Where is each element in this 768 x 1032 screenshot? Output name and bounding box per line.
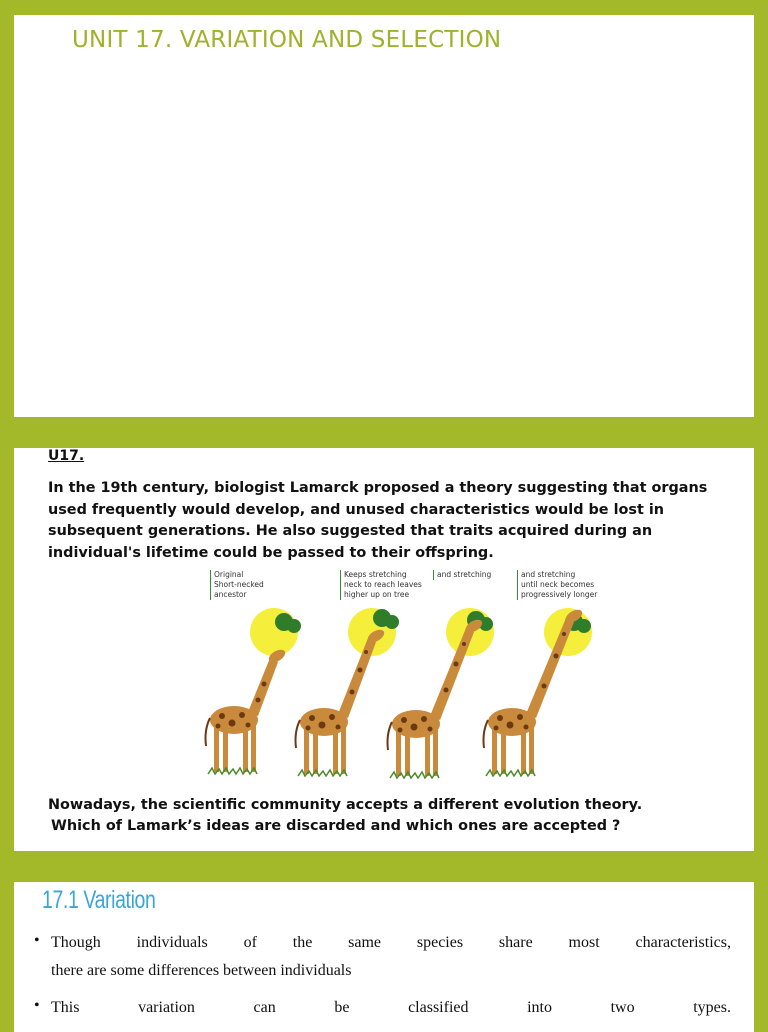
giraffe-2: [296, 627, 387, 776]
bullet-1-line-2: there are some differences between individuals: [51, 962, 352, 979]
bullet-dot: •: [34, 932, 40, 949]
caption-stage-4: and stretching until neck becomes progressively longer: [517, 570, 597, 600]
unit-label: U17.: [48, 448, 85, 464]
question-line-1: Nowadays, the scientific community accepts a different evolution theory.: [48, 797, 643, 813]
giraffe-evolution-illustration: [186, 570, 606, 782]
bullet-2-line-1: This variation can be classified into two types.: [51, 999, 731, 1016]
caption-stage-3: and stretching: [433, 570, 491, 580]
title-slide: [14, 15, 754, 417]
giraffe-drawings: [186, 570, 606, 782]
caption-stage-1: Original Short-necked ancestor: [210, 570, 264, 600]
giraffe-3: [388, 617, 485, 778]
giraffe-1: [206, 647, 288, 774]
unit-title: UNIT 17. VARIATION AND SELECTION: [72, 27, 502, 53]
section-title: 17.1 Variation: [42, 886, 156, 914]
paragraph-line: individual's lifetime could be passed to their offspring.: [48, 544, 494, 561]
paragraph-line: subsequent generations. He also suggested that traits acquired during an: [48, 523, 653, 539]
bullet-dot: •: [34, 997, 40, 1014]
giraffe-4: [484, 607, 585, 776]
caption-stage-2: Keeps stretching neck to reach leaves higher up on tree: [340, 570, 422, 600]
lamarck-paragraph: [48, 478, 738, 564]
variation-slide: [14, 882, 754, 1032]
question-line-2: Which of Lamark’s ideas are discarded and which ones are accepted ?: [51, 818, 621, 834]
lamarck-slide: [14, 448, 754, 851]
bullet-1-line-1: Though individuals of the same species share most characteristics,: [51, 934, 731, 951]
paragraph-line: used frequently would develop, and unused characteristics would be lost in: [48, 501, 665, 518]
paragraph-line: In the 19th century, biologist Lamarck proposed a theory suggesting that organs: [48, 480, 708, 496]
